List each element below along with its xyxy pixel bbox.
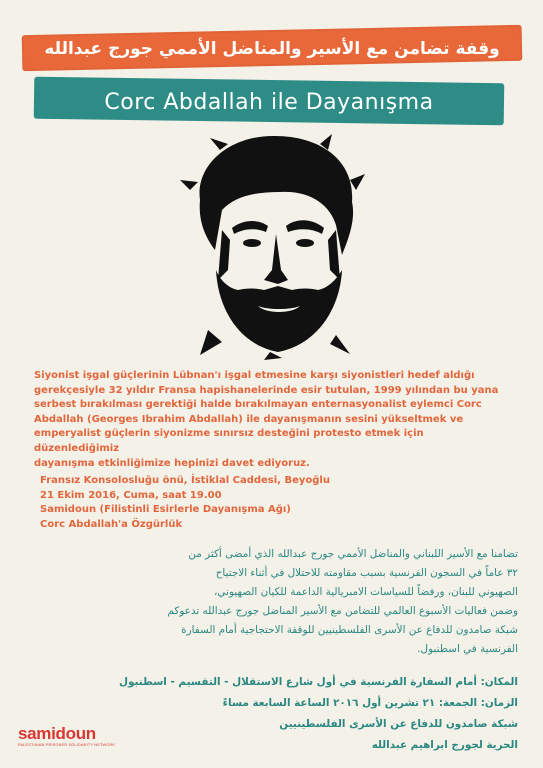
event-location: Fransız Konsolosluğu önü, İstiklal Caddesi, Beyoğlu xyxy=(40,475,330,486)
turkish-body-line: gerekçesiyle 32 yıldır Fransa hapishanelerinde esir tutulan, 1999 yılından bu yana xyxy=(34,384,499,396)
event-details xyxy=(40,474,500,532)
arabic-body-line: الفرنسية في اسطنبول. xyxy=(417,643,518,655)
turkish-title: Corc Abdallah ile Dayanışma xyxy=(104,89,434,115)
logo-tagline: PALESTINIAN PRISONER SOLIDARITY NETWORK xyxy=(18,743,116,747)
event-organizer: Samidoun (Filistinli Esirlerle Dayanışma Ağı) xyxy=(40,504,291,515)
turkish-body-line: Siyonist işgal güçlerinin Lübnan'ı işgal etmesine karşı siyonistleri hedef aldığı xyxy=(34,370,475,381)
arabic-time: الزمان: الجمعة: ٢١ تشرين أول ٢٠١٦ الساعة السابعة مساءً xyxy=(222,697,518,709)
arabic-organizer: شبكة صامدون للدفاع عن الأسرى الفلسطينيين xyxy=(279,718,518,730)
arabic-slogan: الحرية لجورج ابراهيم عبدالله xyxy=(371,739,518,751)
event-date: 21 Ekim 2016, Cuma, saat 19.00 xyxy=(40,489,222,501)
samidoun-logo xyxy=(18,725,128,755)
arabic-body-line: تضامنا مع الأسير اللبناني والمناضل الأممي جورج عبدالله الذي أمضى أكثر من xyxy=(188,548,518,560)
arabic-title: وقفة تضامن مع الأسير والمناضل الأممي جورج عبدالله xyxy=(44,39,500,59)
arabic-location: المكان: أمام السفارة الفرنسية في أول شارع الاستقلال - التقسيم - اسطنبول xyxy=(118,676,518,688)
event-slogan: Corc Abdallah'a Özgürlük xyxy=(40,518,183,530)
turkish-body-line: dayanışma etkinliğimize hepinizi davet ediyoruz. xyxy=(34,457,310,469)
arabic-body-line: الصهيوني للبنان، ورفضاً للسياسات الامبريالية الداعمة للكيان الصهيوني، xyxy=(214,586,518,598)
arabic-body-line: ٣٢ عاماً في السجون الفرنسية بسبب مقاومته للاحتلال في أثناء الاجتياح xyxy=(215,567,518,579)
turkish-body xyxy=(34,369,512,471)
logo-name: samidoun xyxy=(18,724,96,743)
turkish-body-line: emperyalist güçlerin siyonizme sınırsız desteğini protesto etmek için düzenlediğimiz xyxy=(34,428,424,454)
turkish-body-line: Abdallah (Georges Ibrahim Abdallah) ile dayanışmanın sesini yükseltmek ve xyxy=(34,413,464,425)
arabic-body xyxy=(40,545,518,659)
arabic-body-line: وضمن فعاليات الأسبوع العالمي للتضامن مع الأسير المناضل جورج عبدالله تدعوكم xyxy=(167,605,518,617)
arabic-body-line: شبكة صامدون للدفاع عن الأسرى الفلسطينيين للوقفة الاحتجاجية أمام السفارة xyxy=(181,624,518,636)
turkish-body-line: serbest bırakılması gerektiği halde bırakılmayan enternasyonalist eylemci Corc xyxy=(34,399,482,411)
portrait-illustration xyxy=(160,130,385,360)
